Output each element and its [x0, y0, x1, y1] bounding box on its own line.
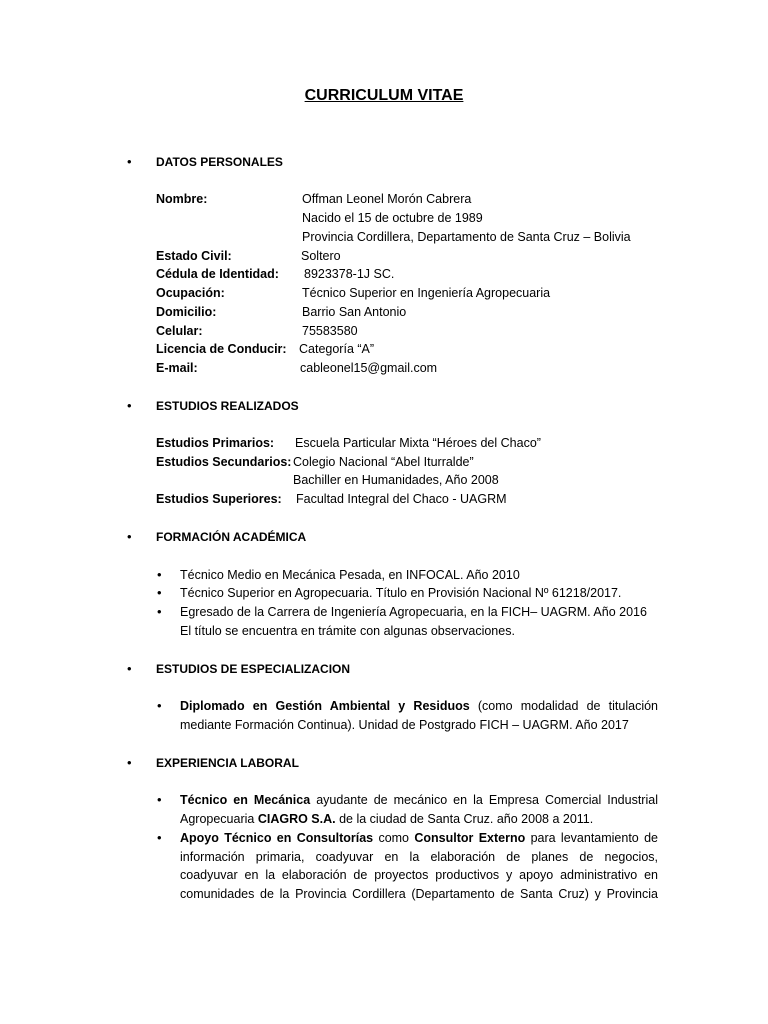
list-bullet: • — [157, 830, 162, 845]
experiencia-2-line-4: comunidades de la Provincia Cordillera (Departamento de Santa Cruz) y Provincia — [180, 887, 658, 901]
formacion-item-2: Técnico Superior en Agropecuaria. Título en Provisión Nacional Nº 61218/2017. — [180, 586, 622, 600]
experiencia-1-post: de la ciudad de Santa Cruz. año 2008 a 2011. — [335, 812, 594, 826]
ocupacion-value: Técnico Superior en Ingeniería Agropecuaria — [302, 286, 551, 300]
provincia-value: Provincia Cordillera, Departamento de Santa Cruz – Bolivia — [302, 230, 631, 244]
formacion-item-3-note: El título se encuentra en trámite con algunas observaciones. — [180, 624, 515, 638]
formacion-item-3: Egresado de la Carrera de Ingeniería Agropecuaria, en la FICH– UAGRM. Año 2016 — [180, 605, 647, 619]
section-bullet: • — [127, 154, 132, 169]
experiencia-2-line-1 — [180, 829, 658, 848]
nombre-value: Offman Leonel Morón Cabrera — [302, 192, 472, 206]
section-heading-datos: DATOS PERSONALES — [156, 155, 283, 169]
list-bullet: • — [157, 604, 162, 619]
diplomado-detail: (como modalidad de titulación — [469, 699, 658, 713]
domicilio-label: Domicilio: — [156, 305, 217, 319]
experiencia-2-line-3: coadyuvar en la elaboración de proyectos productivos y apoyo administrativo en — [180, 868, 658, 882]
experiencia-2-role: Consultor Externo — [414, 831, 526, 845]
experiencia-2-mid: como — [373, 831, 415, 845]
experiencia-1-pre: Agropecuaria — [180, 812, 258, 826]
domicilio-value: Barrio San Antonio — [302, 305, 407, 319]
list-bullet: • — [157, 567, 162, 582]
cedula-value: 8923378-1J SC. — [304, 267, 395, 281]
celular-label: Celular: — [156, 324, 203, 338]
secundarios-label: Estudios Secundarios: — [156, 455, 292, 469]
list-bullet: • — [157, 698, 162, 713]
experiencia-2-detail: para levantamiento de — [525, 831, 658, 845]
section-heading-formacion: FORMACIÓN ACADÉMICA — [156, 530, 307, 544]
experiencia-2-title: Apoyo Técnico en Consultorías — [180, 831, 374, 845]
experiencia-1-line-1 — [180, 791, 658, 810]
section-bullet: • — [127, 661, 132, 676]
section-heading-estudios: ESTUDIOS REALIZADOS — [156, 399, 299, 413]
estado-civil-value: Soltero — [301, 249, 341, 263]
email-value: cableonel15@gmail.com — [300, 361, 438, 375]
experiencia-1-line-2 — [180, 810, 593, 829]
experiencia-1-title: Técnico en Mecánica — [180, 793, 311, 807]
nombre-label: Nombre: — [156, 192, 208, 206]
licencia-value: Categoría “A” — [299, 342, 375, 356]
superiores-value: Facultad Integral del Chaco - UAGRM — [296, 492, 507, 506]
formacion-item-1: Técnico Medio en Mecánica Pesada, en INFOCAL. Año 2010 — [180, 568, 520, 582]
ocupacion-label: Ocupación: — [156, 286, 225, 300]
section-bullet: • — [127, 398, 132, 413]
experiencia-2-line-2: información primaria, coadyuvar en la elaboración de planes de negocios, — [180, 850, 658, 864]
list-bullet: • — [157, 585, 162, 600]
superiores-label: Estudios Superiores: — [156, 492, 282, 506]
estado-civil-label: Estado Civil: — [156, 249, 232, 263]
secundarios-value: Colegio Nacional “Abel Iturralde” — [293, 455, 474, 469]
nacido-value: Nacido el 15 de octubre de 1989 — [302, 211, 483, 225]
empresa-name: CIAGRO S.A. — [257, 812, 336, 826]
section-heading-experiencia: EXPERIENCIA LABORAL — [156, 756, 299, 770]
celular-value: 75583580 — [302, 324, 358, 338]
bachiller-value: Bachiller en Humanidades, Año 2008 — [293, 473, 499, 487]
licencia-label: Licencia de Conducir: — [156, 342, 287, 356]
especializacion-line-1 — [180, 697, 658, 716]
experiencia-1-detail: ayudante de mecánico en la Empresa Comercial Industrial — [310, 793, 658, 807]
email-label: E-mail: — [156, 361, 198, 375]
section-heading-especializacion: ESTUDIOS DE ESPECIALIZACION — [156, 662, 351, 676]
document-title: CURRICULUM VITAE — [304, 87, 464, 104]
primarios-value: Escuela Particular Mixta “Héroes del Chaco” — [295, 436, 541, 450]
list-bullet: • — [157, 792, 162, 807]
cedula-label: Cédula de Identidad: — [156, 267, 279, 281]
diplomado-title: Diplomado en Gestión Ambiental y Residuos — [180, 699, 470, 713]
especializacion-line-2: mediante Formación Continua). Unidad de Postgrado FICH – UAGRM. Año 2017 — [180, 718, 629, 732]
section-bullet: • — [127, 529, 132, 544]
section-bullet: • — [127, 755, 132, 770]
primarios-label: Estudios Primarios: — [156, 436, 275, 450]
